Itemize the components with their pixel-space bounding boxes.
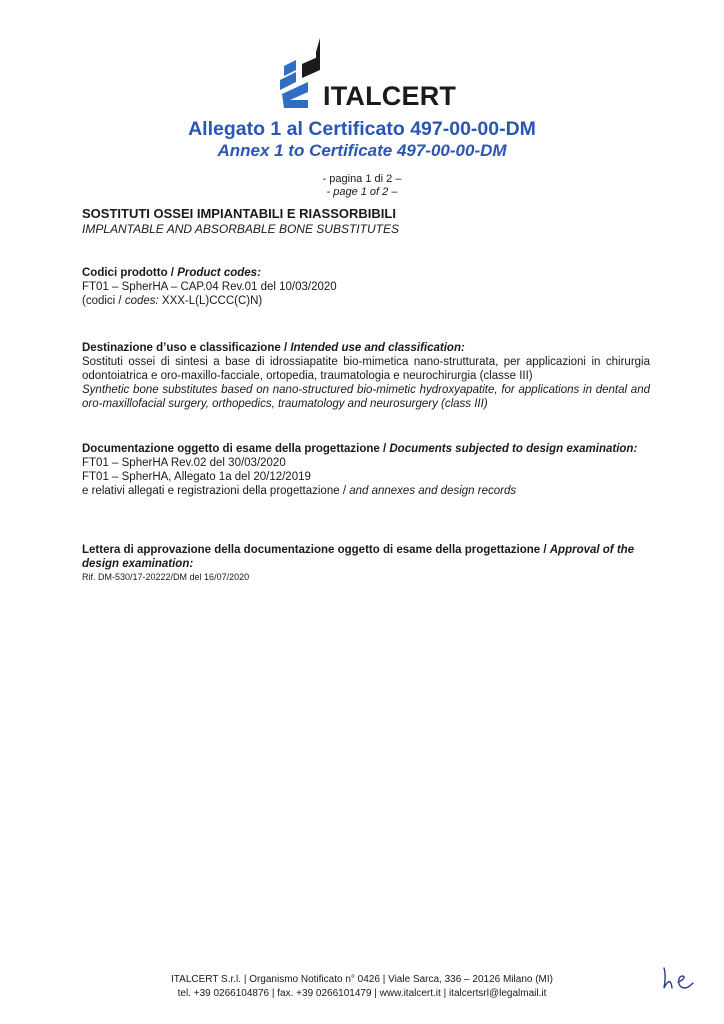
- logo-wordmark: ITALCERT: [323, 81, 457, 111]
- product-title-en: IMPLANTABLE AND ABSORBABLE BONE SUBSTITUTES: [82, 222, 399, 236]
- page-title: Allegato 1 al Certificato 497-00-00-DM: [188, 118, 536, 140]
- intended-use-label-it: Destinazione d’uso e classificazione /: [82, 342, 291, 354]
- approval-section: [82, 543, 650, 583]
- intended-use-label-en: Intended use and classification:: [290, 342, 465, 354]
- intended-use-text-en: Synthetic bone substitutes based on nano-structured bio-mimetic hydroxyapatite, for applications in dental and oro-maxillofacial surgery, orthopedics, traumatology and neurosurgery (class III): [82, 384, 650, 410]
- documents-section: [82, 442, 650, 498]
- page-subtitle: Annex 1 to Certificate 497-00-00-DM: [217, 141, 507, 160]
- approval-reference: Rif. DM-530/17-20222/DM del 16/07/2020: [82, 572, 250, 582]
- approval-label-it: Lettera di approvazione della documentazione oggetto di esame della progettazione /: [82, 544, 550, 556]
- codes-line-2-en: codes:: [124, 295, 159, 307]
- intended-use-section: [82, 341, 650, 411]
- codes-line-2-value: XXX-L(L)CCC(C)N): [158, 295, 263, 307]
- handwritten-initials: [660, 966, 696, 992]
- codes-label-en: Product codes:: [177, 267, 261, 279]
- documents-line-3-en: and annexes and design records: [349, 485, 517, 497]
- codes-line-1: FT01 – SpherHA – CAP.04 Rev.01 del 10/03/2020: [82, 281, 337, 293]
- approval-label-en: Approval of the design examination:: [82, 544, 635, 570]
- italcert-logo: [280, 38, 460, 110]
- documents-line-2: FT01 – SpherHA, Allegato 1a del 20/12/2019: [82, 471, 311, 483]
- documents-label-it: Documentazione oggetto di esame della progettazione /: [82, 443, 390, 455]
- intended-use-text-it: Sostituti ossei di sintesi a base di idrossiapatite bio-mimetica nano-strutturata, per applicazioni in chirurgia odontoiatrica e oro-maxillo-facciale, ortopedia, traumatologia e neurochirurgia (classe III): [82, 356, 650, 382]
- page-number-it: - pagina 1 di 2 –: [322, 173, 402, 185]
- footer-contact-info: tel. +39 0266104876 | fax. +39 0266101479 | www.italcert.it | italcertsrl@legalmail.it: [177, 988, 547, 999]
- page-number-en: - page 1 of 2 –: [326, 186, 398, 198]
- product-title-it: SOSTITUTI OSSEI IMPIANTABILI E RIASSORBIBILI: [82, 206, 396, 221]
- codes-line-2-it: (codici /: [82, 295, 125, 307]
- codes-label-it: Codici prodotto /: [82, 267, 178, 279]
- product-codes-section: [82, 266, 650, 308]
- documents-line-1: FT01 – SpherHA Rev.02 del 30/03/2020: [82, 457, 286, 469]
- footer-company-info: ITALCERT S.r.l. | Organismo Notificato n° 0426 | Viale Sarca, 336 – 20126 Milano (MI): [171, 974, 553, 985]
- documents-label-en: Documents subjected to design examination:: [389, 443, 638, 455]
- documents-line-3-it: e relativi allegati e registrazioni della progettazione /: [82, 485, 350, 497]
